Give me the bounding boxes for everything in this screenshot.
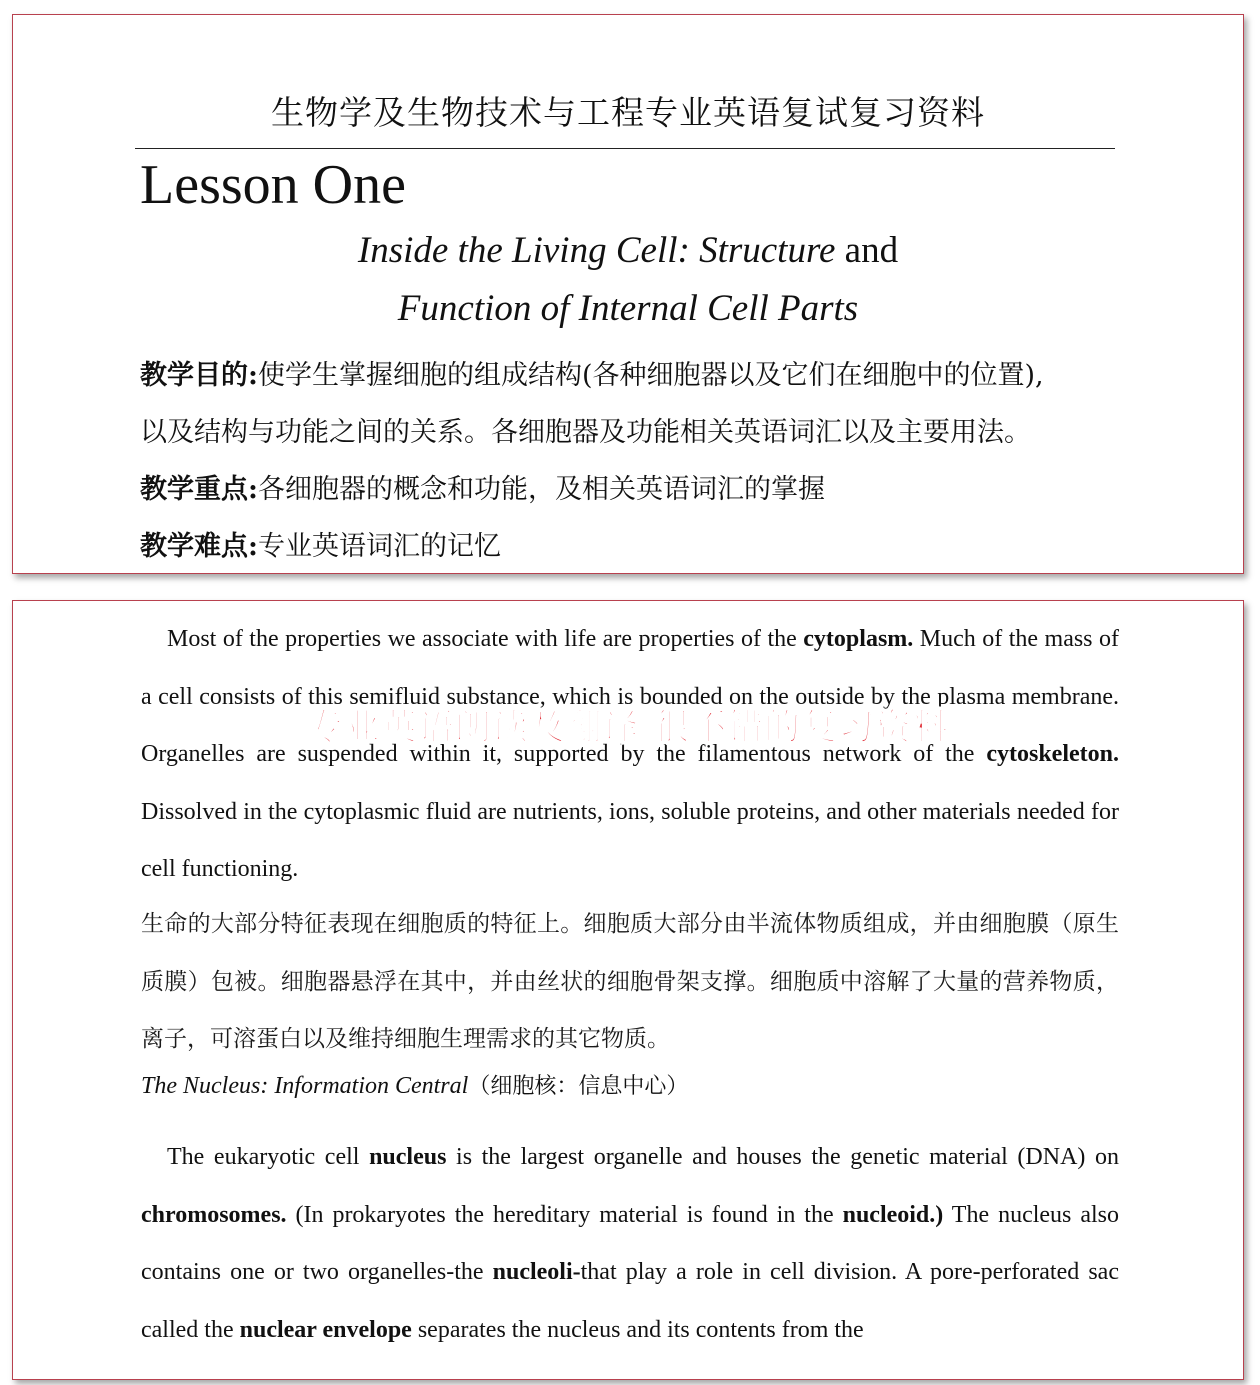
para2-text-2: is the largest organelle and houses the genetic material (DNA) on [446,1144,1119,1170]
key-points-text: 各细胞器的概念和功能，及相关英语词汇的掌握 [257,474,825,505]
lesson-subtitle-line1 [13,229,1243,272]
teaching-goal-text-1: 使学生掌握细胞的组成结构(各种细胞器以及它们在细胞中的位置), [257,360,1044,391]
teaching-key-points [140,467,825,506]
paragraph-nucleus-en [141,1129,1119,1359]
document-title: 生物学及生物技术与工程专业英语复试复习资料 [271,93,985,132]
para2-text-3: (In prokaryotes the hereditary material is found in the [286,1201,843,1228]
para2-text-5: that play a role in cell division. A pore-perforated sac called the [141,1259,1119,1343]
teaching-difficulty [140,524,501,563]
header-page-card [12,14,1244,574]
paragraph-cytoplasm-cn: 生命的大部分特征表现在细胞质的特征上。细胞质大部分由半流体物质组成，并由细胞膜（原生质膜）包被。细胞器悬浮在其中，并由丝状的细胞骨架支撑。细胞质中溶解了大量的营养物质，离子，可溶蛋白以及维持细胞生理需求的其它物质。 [141,911,1119,1052]
overlay-caption: 专业英语朗读及翻译 很不错的复习资料 [306,707,950,748]
term-nucleoli: nucleoli- [492,1259,581,1285]
lesson-heading: Lesson One [140,154,406,216]
title-divider [135,148,1115,149]
para1-text-1: Most of the properties we associate with life are properties of the [167,626,804,652]
content-page-card [12,600,1244,1380]
teaching-goal [140,353,1044,392]
para2-text-6: separates the nucleus and its contents from the [411,1316,864,1343]
term-nucleus: nucleus [369,1144,447,1170]
subtitle-upright-part: and [835,230,899,271]
key-points-label: 教学重点: [140,474,258,505]
paragraph-cytoplasm-en [141,611,1119,899]
para2-text-4: The nucleus also contains one or two organelles-the [141,1201,1119,1285]
section-heading-en: The Nucleus: Information Central [141,1073,469,1099]
difficulty-text: 专业英语词汇的记忆 [257,531,501,562]
para2-text-1: The eukaryotic cell [167,1144,370,1170]
term-cytoplasm: cytoplasm. [803,626,914,652]
section-heading-cn: （细胞核：信息中心） [468,1074,689,1099]
term-nuclear-envelope: nuclear envelope [239,1316,412,1343]
term-cytoskeleton: cytoskeleton. [986,741,1119,767]
lesson-subtitle-line2: Function of Internal Cell Parts [397,288,859,329]
para1-text-3: Dissolved in the cytoplasmic fluid are nutrients, ions, soluble proteins, and other materials needed for cell functioning. [141,798,1119,882]
para1-text-2: Much of the mass of a cell consists of this semifluid substance, which is bounded on the outside by the plasma membrane. Organelles are suspended within it, supported by the filamentous network of the [141,626,1119,767]
difficulty-label: 教学难点: [140,531,258,562]
term-nucleoid: nucleoid.) [842,1201,944,1228]
teaching-goal-text-2: 以及结构与功能之间的关系。各细胞器及功能相关英语词汇以及主要用法。 [140,417,1031,448]
section-heading-nucleus [141,1069,688,1100]
teaching-goal-label: 教学目的: [140,360,258,391]
term-chromosomes: chromosomes. [141,1201,287,1228]
subtitle-italic-part: Inside the Living Cell: Structure [357,230,836,271]
